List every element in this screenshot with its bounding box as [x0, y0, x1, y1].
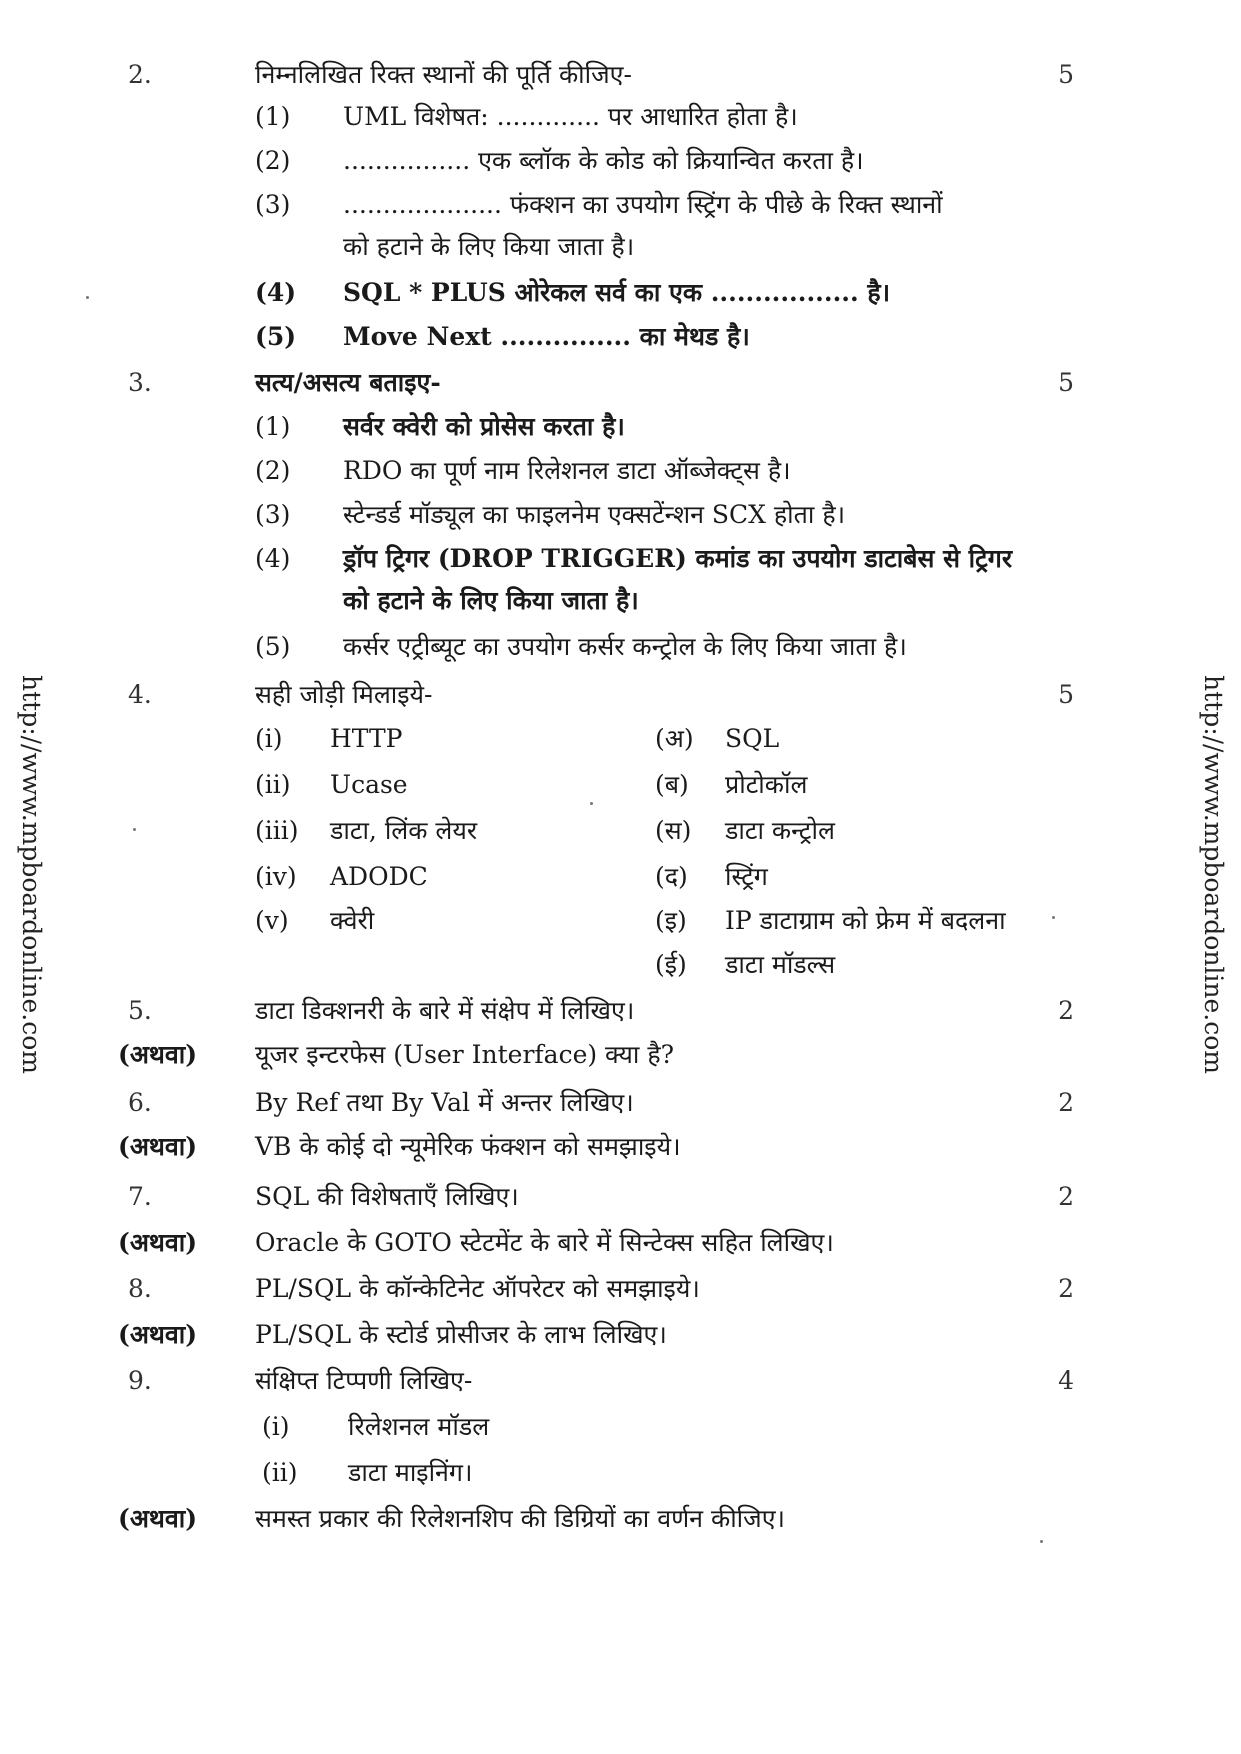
item-text: कर्सर एट्रीब्यूट का उपयोग कर्सर कन्ट्रोल के लिए किया जाता है। [343, 632, 907, 661]
question-number: 8. [128, 1274, 152, 1303]
match-right-number: (ई) [655, 950, 687, 979]
item-text: रिलेशनल मॉडल [348, 1412, 490, 1441]
item-text-continuation: को हटाने के लिए किया जाता है। [343, 232, 635, 261]
or-question-text: PL/SQL के स्टोर्ड प्रोसीजर के लाभ लिखिए। [255, 1320, 667, 1349]
item-number: (4) [255, 544, 291, 573]
match-right-text: SQL [725, 724, 780, 753]
question-number: 3. [128, 368, 152, 397]
match-left-number: (ii) [255, 770, 291, 799]
question-text: By Ref तथा By Val में अन्तर लिखिए। [255, 1088, 634, 1117]
scan-speck [590, 802, 593, 805]
match-left-text: क्वेरी [330, 906, 375, 935]
item-text: Move Next ............... का मेथड है। [343, 322, 750, 351]
match-right-number: (ब) [655, 770, 689, 799]
question-text: PL/SQL के कॉन्केटिनेट ऑपरेटर को समझाइये। [255, 1274, 700, 1303]
question-number: 9. [128, 1366, 152, 1395]
match-left-text: ADODC [330, 862, 428, 891]
or-label: (अथवा) [118, 1040, 198, 1069]
match-right-text: प्रोटोकॉल [725, 770, 808, 799]
question-number: 6. [128, 1088, 152, 1117]
scan-speck [1052, 916, 1055, 919]
item-text: सर्वर क्वेरी को प्रोसेस करता है। [343, 412, 625, 441]
item-number: (ii) [262, 1458, 298, 1487]
item-number: (2) [255, 146, 291, 175]
or-question-text: समस्त प्रकार की रिलेशनशिप की डिग्रियों का वर्णन कीजिए। [255, 1504, 786, 1533]
match-right-number: (अ) [655, 724, 694, 753]
item-number: (3) [255, 190, 291, 219]
question-marks: 2 [1058, 1274, 1074, 1303]
item-text: RDO का पूर्ण नाम रिलेशनल डाटा ऑब्जेक्ट्स है। [343, 456, 791, 485]
item-text: .................... फंक्शन का उपयोग स्ट्रिंग के पीछे के रिक्त स्थानों [343, 190, 943, 219]
question-number: 4. [128, 680, 152, 709]
or-question-text: VB के कोई दो न्यूमेरिक फंक्शन को समझाइये। [255, 1132, 681, 1161]
or-question-text: Oracle के GOTO स्टेटमेंट के बारे में सिन्टेक्स सहित लिखिए। [255, 1228, 834, 1257]
match-left-number: (iv) [255, 862, 297, 891]
or-label: (अथवा) [118, 1132, 198, 1161]
question-title: संक्षिप्त टिप्पणी लिखिए- [255, 1366, 473, 1395]
item-text-continuation: को हटाने के लिए किया जाता है। [343, 586, 639, 615]
item-number: (i) [262, 1412, 290, 1441]
or-label: (अथवा) [118, 1228, 198, 1257]
item-number: (5) [255, 322, 297, 351]
item-number: (5) [255, 632, 291, 661]
item-text: डाटा माइनिंग। [348, 1458, 473, 1487]
match-right-text: डाटा कन्ट्रोल [725, 816, 835, 845]
match-left-text: Ucase [330, 770, 408, 799]
question-marks: 5 [1058, 60, 1074, 89]
item-text: ड्रॉप ट्रिगर (DROP TRIGGER) कमांड का उपयोग डाटाबेस से ट्रिगर [343, 544, 1013, 573]
or-label: (अथवा) [118, 1504, 198, 1533]
match-right-text: स्ट्रिंग [725, 862, 768, 891]
match-right-number: (इ) [655, 906, 687, 935]
match-right-text: डाटा मॉडल्स [725, 950, 836, 979]
item-number: (1) [255, 412, 291, 441]
match-left-text: HTTP [330, 724, 403, 753]
item-text: स्टेन्डर्ड मॉड्यूल का फाइलनेम एक्सटेंन्शन SCX होता है। [343, 500, 846, 529]
side-watermark-right: http://www.mpboardonline.com [1199, 675, 1228, 1075]
question-number: 5. [128, 996, 152, 1025]
match-right-number: (द) [655, 862, 688, 891]
item-number: (4) [255, 278, 297, 307]
item-number: (3) [255, 500, 291, 529]
scan-speck [1040, 1540, 1043, 1543]
question-title: सही जोड़ी मिलाइये- [255, 680, 433, 709]
question-title: निम्नलिखित रिक्त स्थानों की पूर्ति कीजिए- [255, 60, 632, 89]
question-text: SQL की विशेषताएँ लिखिए। [255, 1182, 519, 1211]
match-left-text: डाटा, लिंक लेयर [330, 816, 478, 845]
match-right-number: (स) [655, 816, 692, 845]
question-number: 2. [128, 60, 152, 89]
or-label: (अथवा) [118, 1320, 198, 1349]
question-title: सत्य/असत्य बताइए- [255, 368, 441, 397]
scan-speck [133, 828, 136, 831]
question-number: 7. [128, 1182, 152, 1211]
or-question-text: यूजर इन्टरफेस (User Interface) क्या है? [255, 1040, 675, 1069]
question-marks: 2 [1058, 1182, 1074, 1211]
item-number: (1) [255, 102, 291, 131]
question-marks: 5 [1058, 368, 1074, 397]
question-marks: 4 [1058, 1366, 1074, 1395]
match-right-text: IP डाटाग्राम को फ्रेम में बदलना [725, 906, 1006, 935]
match-left-number: (i) [255, 724, 283, 753]
scan-speck [86, 296, 89, 299]
question-marks: 2 [1058, 996, 1074, 1025]
match-left-number: (v) [255, 906, 289, 935]
item-text: ................ एक ब्लॉक के कोड को क्रियान्वित करता है। [343, 146, 864, 175]
question-marks: 5 [1058, 680, 1074, 709]
item-text: UML विशेषत: ............. पर आधारित होता है। [343, 102, 798, 131]
match-left-number: (iii) [255, 816, 299, 845]
item-number: (2) [255, 456, 291, 485]
question-text: डाटा डिक्शनरी के बारे में संक्षेप में लिखिए। [255, 996, 635, 1025]
item-text: SQL * PLUS ओरेकल सर्व का एक ................. है। [343, 278, 891, 307]
question-marks: 2 [1058, 1088, 1074, 1117]
side-watermark-left: http://www.mpboardonline.com [17, 675, 46, 1075]
